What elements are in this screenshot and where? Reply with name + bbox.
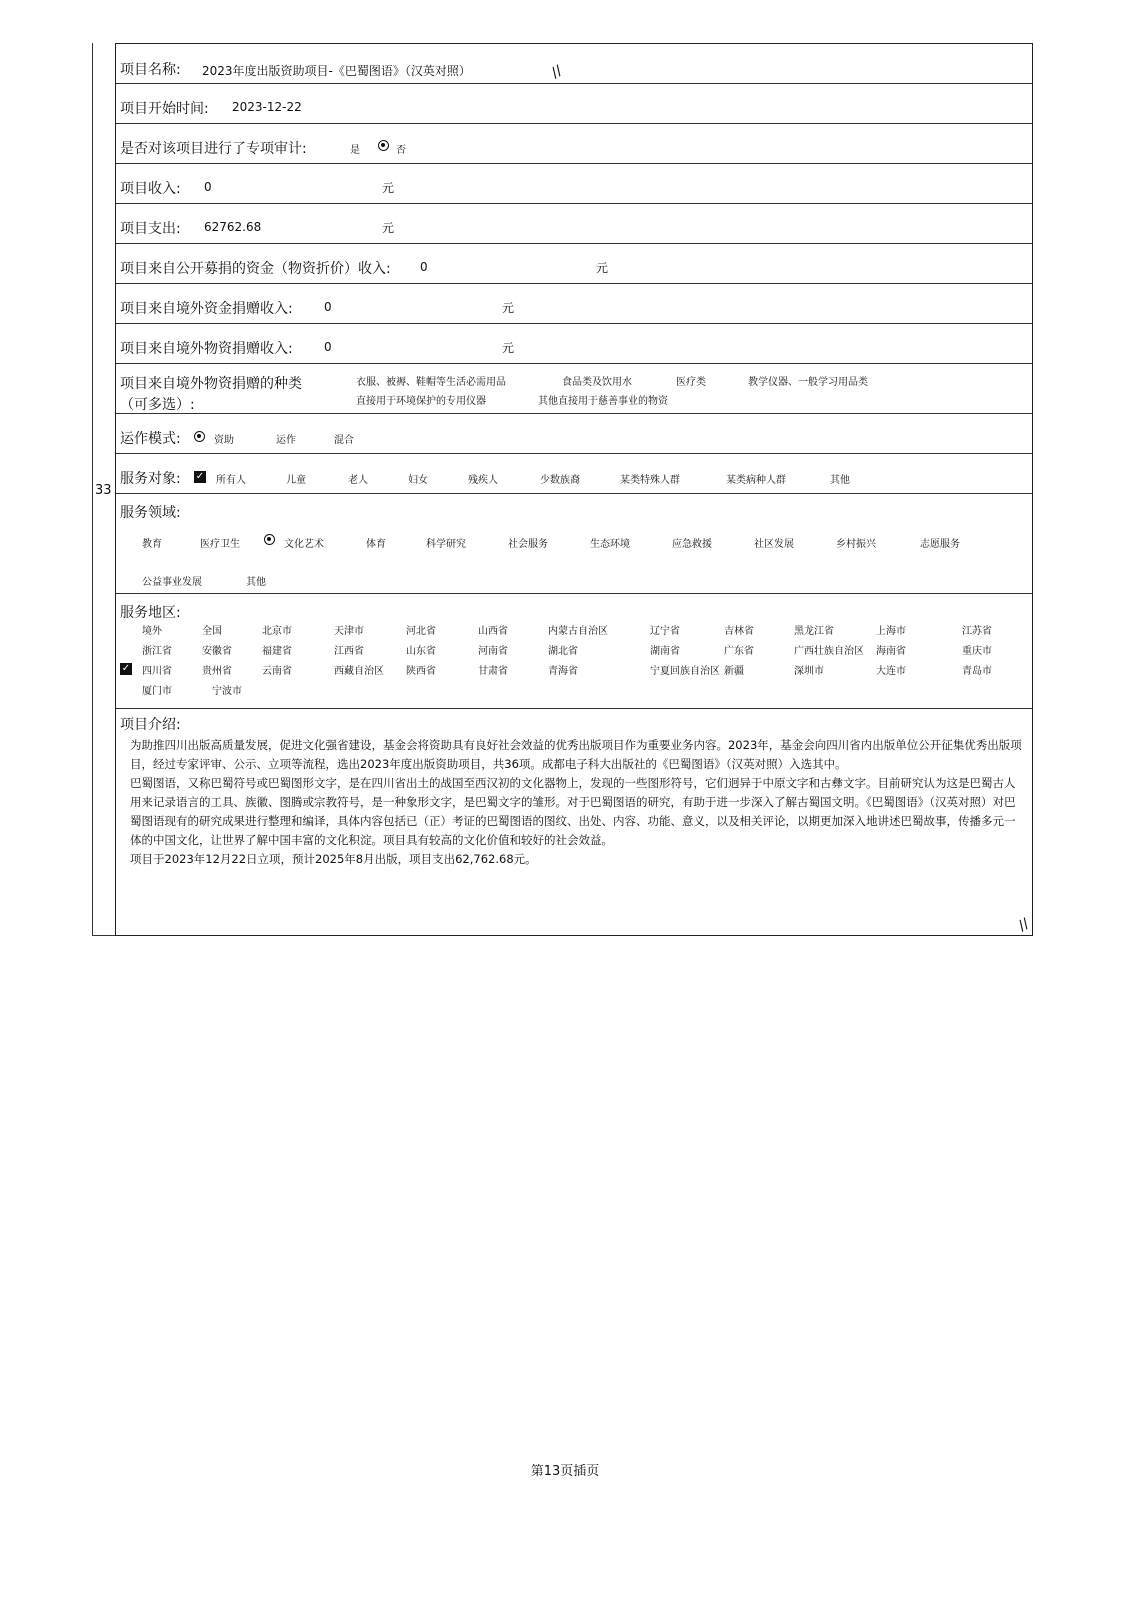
- service-region-option[interactable]: 北京市: [262, 626, 292, 637]
- service-region-option[interactable]: 深圳市: [794, 666, 824, 677]
- operation-mode-option[interactable]: 混合: [334, 435, 354, 446]
- foreign-fund-unit: 元: [502, 301, 515, 315]
- resize-handle-icon[interactable]: //: [548, 62, 565, 82]
- service-region-option[interactable]: 新疆: [724, 666, 744, 677]
- service-region-option[interactable]: 浙江省: [142, 646, 172, 657]
- service-region-option[interactable]: 江西省: [334, 646, 364, 657]
- service-region-option[interactable]: 海南省: [876, 646, 906, 657]
- row-service-regions: [116, 594, 1032, 709]
- goods-type-option[interactable]: 衣服、被褥、鞋帽等生活必需用品: [356, 377, 506, 388]
- service-region-option[interactable]: 江苏省: [962, 626, 992, 637]
- row-foreign-fund: [116, 284, 1032, 324]
- operation-mode-option[interactable]: 运作: [276, 435, 296, 446]
- goods-type-option[interactable]: 食品类及饮用水: [562, 377, 632, 388]
- service-target-option[interactable]: 老人: [348, 475, 368, 486]
- service-region-option[interactable]: 内蒙古自治区: [548, 626, 608, 637]
- radio-selected-icon[interactable]: [194, 431, 205, 442]
- service-region-option[interactable]: 广东省: [724, 646, 754, 657]
- service-region-option[interactable]: 大连市: [876, 666, 906, 677]
- row-service-targets: [116, 454, 1032, 494]
- public-donation-label: 项目来自公开募捐的资金（物资折价）收入:: [120, 261, 391, 277]
- service-region-option[interactable]: 广西壮族自治区: [794, 646, 864, 657]
- goods-types-sublabel: （可多选）:: [120, 397, 195, 413]
- income-value[interactable]: 0: [204, 180, 212, 194]
- income-unit: 元: [382, 181, 395, 195]
- service-region-option[interactable]: 安徽省: [202, 646, 232, 657]
- service-region-option[interactable]: 宁夏回族自治区: [650, 666, 720, 677]
- audit-option-no[interactable]: 否: [396, 145, 406, 156]
- row-start-date: [116, 84, 1032, 124]
- service-field-option[interactable]: 应急救援: [672, 539, 712, 550]
- intro-label: 项目介绍:: [120, 717, 181, 733]
- service-regions-label: 服务地区:: [120, 605, 181, 621]
- goods-type-option[interactable]: 其他直接用于慈善事业的物资: [538, 396, 668, 407]
- foreign-goods-unit: 元: [502, 341, 515, 355]
- service-target-option[interactable]: 妇女: [408, 475, 428, 486]
- intro-paragraph: 巴蜀图语，又称巴蜀符号或巴蜀图形文字，是在四川省出土的战国至西汉初的文化器物上，发现的一些图形符号，它们迥异于中原文字和古彝文字。目前研究认为这是巴蜀古人用来记录语言的工具、族徽、图腾或宗教符号，是一种象形文字，是巴蜀文字的雏形。对于巴蜀图语的研究，有助于进一步深入了解古蜀国文明。《巴蜀图语》（汉英对照）对巴蜀图语现有的研究成果进行整理和编译，具体内容包括已（正）考证的巴蜀图语的图纹、出处、内容、功能、意义，以及相关评论，以期更加深入地讲述巴蜀故事，传播多元一体的中国文化，让世界了解中国丰富的文化积淀。项目具有较高的文化价值和较好的社会效益。: [130, 776, 1016, 847]
- goods-types-label: 项目来自境外物资捐赠的种类: [120, 376, 302, 392]
- service-targets-label: 服务对象:: [120, 471, 181, 487]
- service-region-option[interactable]: 境外: [142, 626, 162, 637]
- service-field-option[interactable]: 公益事业发展: [142, 577, 202, 588]
- row-income: [116, 164, 1032, 204]
- public-donation-unit: 元: [596, 261, 609, 275]
- audit-option-yes[interactable]: 是: [350, 145, 360, 156]
- service-region-option[interactable]: 青海省: [548, 666, 578, 677]
- service-target-option[interactable]: 少数族裔: [540, 475, 580, 486]
- foreign-fund-value[interactable]: 0: [324, 300, 332, 314]
- project-name-label: 项目名称:: [120, 62, 181, 78]
- operation-mode-option[interactable]: 资助: [214, 435, 234, 446]
- service-region-option[interactable]: 山东省: [406, 646, 436, 657]
- service-target-option[interactable]: 所有人: [216, 475, 246, 486]
- service-field-option[interactable]: 其他: [246, 577, 266, 588]
- row-expense: [116, 204, 1032, 244]
- service-field-option[interactable]: 医疗卫生: [200, 539, 240, 550]
- checkbox-checked-icon[interactable]: ✓: [195, 471, 205, 482]
- project-name-value[interactable]: 2023年度出版资助项目-《巴蜀图语》（汉英对照）: [202, 64, 471, 78]
- row-audit: [116, 124, 1032, 164]
- expense-unit: 元: [382, 221, 395, 235]
- service-region-option[interactable]: 湖南省: [650, 646, 680, 657]
- service-region-option[interactable]: 青岛市: [962, 666, 992, 677]
- service-region-option[interactable]: 全国: [202, 626, 222, 637]
- service-field-option[interactable]: 科学研究: [426, 539, 466, 550]
- row-operation-mode: [116, 414, 1032, 454]
- service-region-option[interactable]: 黑龙江省: [794, 626, 834, 637]
- radio-selected-icon[interactable]: [264, 534, 275, 545]
- service-region-option[interactable]: 贵州省: [202, 666, 232, 677]
- goods-type-option[interactable]: 医疗类: [676, 377, 706, 388]
- foreign-fund-label: 项目来自境外资金捐赠收入:: [120, 301, 293, 317]
- service-region-option[interactable]: 西藏自治区: [334, 666, 384, 677]
- operation-mode-label: 运作模式:: [120, 431, 181, 447]
- public-donation-value[interactable]: 0: [420, 260, 428, 274]
- service-target-option[interactable]: 儿童: [286, 475, 306, 486]
- goods-type-option[interactable]: 教学仪器、一般学习用品类: [748, 377, 868, 388]
- row-intro: [116, 709, 1032, 935]
- service-region-option[interactable]: 天津市: [334, 626, 364, 637]
- service-target-option[interactable]: 其他: [830, 475, 850, 486]
- service-target-option[interactable]: 残疾人: [468, 475, 498, 486]
- service-region-option[interactable]: 福建省: [262, 646, 292, 657]
- intro-paragraph: 项目于2023年12月22日立项，预计2025年8月出版，项目支出62,762.68元。: [130, 852, 537, 866]
- service-region-option[interactable]: 四川省: [142, 666, 172, 677]
- service-target-option[interactable]: 某类特殊人群: [620, 475, 680, 486]
- service-field-option[interactable]: 社会服务: [508, 539, 548, 550]
- service-region-option[interactable]: 云南省: [262, 666, 292, 677]
- row-service-fields: [116, 494, 1032, 594]
- audit-label: 是否对该项目进行了专项审计:: [120, 141, 307, 157]
- service-target-option[interactable]: 某类病种人群: [726, 475, 786, 486]
- goods-type-option[interactable]: 直接用于环境保护的专用仪器: [356, 396, 486, 407]
- expense-label: 项目支出:: [120, 221, 181, 237]
- foreign-goods-value[interactable]: 0: [324, 340, 332, 354]
- service-region-option[interactable]: 河南省: [478, 646, 508, 657]
- project-form: [115, 43, 1033, 936]
- page-footer: 第13页插页: [530, 1464, 600, 1479]
- service-region-option[interactable]: 吉林省: [724, 626, 754, 637]
- service-region-option[interactable]: 河北省: [406, 626, 436, 637]
- service-region-option[interactable]: 厦门市: [142, 686, 172, 697]
- intro-text-area[interactable]: [130, 736, 1022, 869]
- side-number: 33: [95, 483, 112, 498]
- service-region-option[interactable]: 宁波市: [212, 686, 242, 697]
- row-goods-types: [116, 364, 1032, 414]
- service-region-option[interactable]: 重庆市: [962, 646, 992, 657]
- service-field-option[interactable]: 体育: [366, 539, 386, 550]
- intro-paragraph: 为助推四川出版高质量发展，促进文化强省建设，基金会将资助具有良好社会效益的优秀出版项目作为重要业务内容。2023年，基金会向四川省内出版单位公开征集优秀出版项目，经过专家评审、公示、立项等流程，选出2023年度出版资助项目，共36项。成都电子科大出版社的《巴蜀图语》（汉英对照）入选其中。: [130, 738, 1022, 771]
- checkbox-checked-icon[interactable]: ✓: [121, 663, 131, 674]
- start-date-label: 项目开始时间:: [120, 101, 209, 117]
- row-foreign-goods: [116, 324, 1032, 364]
- service-field-option[interactable]: 生态环境: [590, 539, 630, 550]
- service-region-option[interactable]: 山西省: [478, 626, 508, 637]
- service-region-option[interactable]: 湖北省: [548, 646, 578, 657]
- service-region-option[interactable]: 辽宁省: [650, 626, 680, 637]
- expense-value[interactable]: 62762.68: [204, 220, 262, 234]
- service-field-option[interactable]: 文化艺术: [284, 539, 324, 550]
- foreign-goods-label: 项目来自境外物资捐赠收入:: [120, 341, 293, 357]
- service-field-option[interactable]: 社区发展: [754, 539, 794, 550]
- service-field-option[interactable]: 乡村振兴: [836, 539, 876, 550]
- service-region-option[interactable]: 甘肃省: [478, 666, 508, 677]
- start-date-value[interactable]: 2023-12-22: [232, 100, 302, 114]
- service-fields-label: 服务领域:: [120, 505, 181, 521]
- row-public-donation: [116, 244, 1032, 284]
- service-field-option[interactable]: 教育: [142, 539, 162, 550]
- row-project-name: [116, 44, 1032, 84]
- income-label: 项目收入:: [120, 181, 181, 197]
- service-region-option[interactable]: 上海市: [876, 626, 906, 637]
- resize-handle-icon[interactable]: //: [1015, 915, 1032, 935]
- service-field-option[interactable]: 志愿服务: [920, 539, 960, 550]
- service-region-option[interactable]: 陕西省: [406, 666, 436, 677]
- radio-selected-icon[interactable]: [378, 140, 389, 151]
